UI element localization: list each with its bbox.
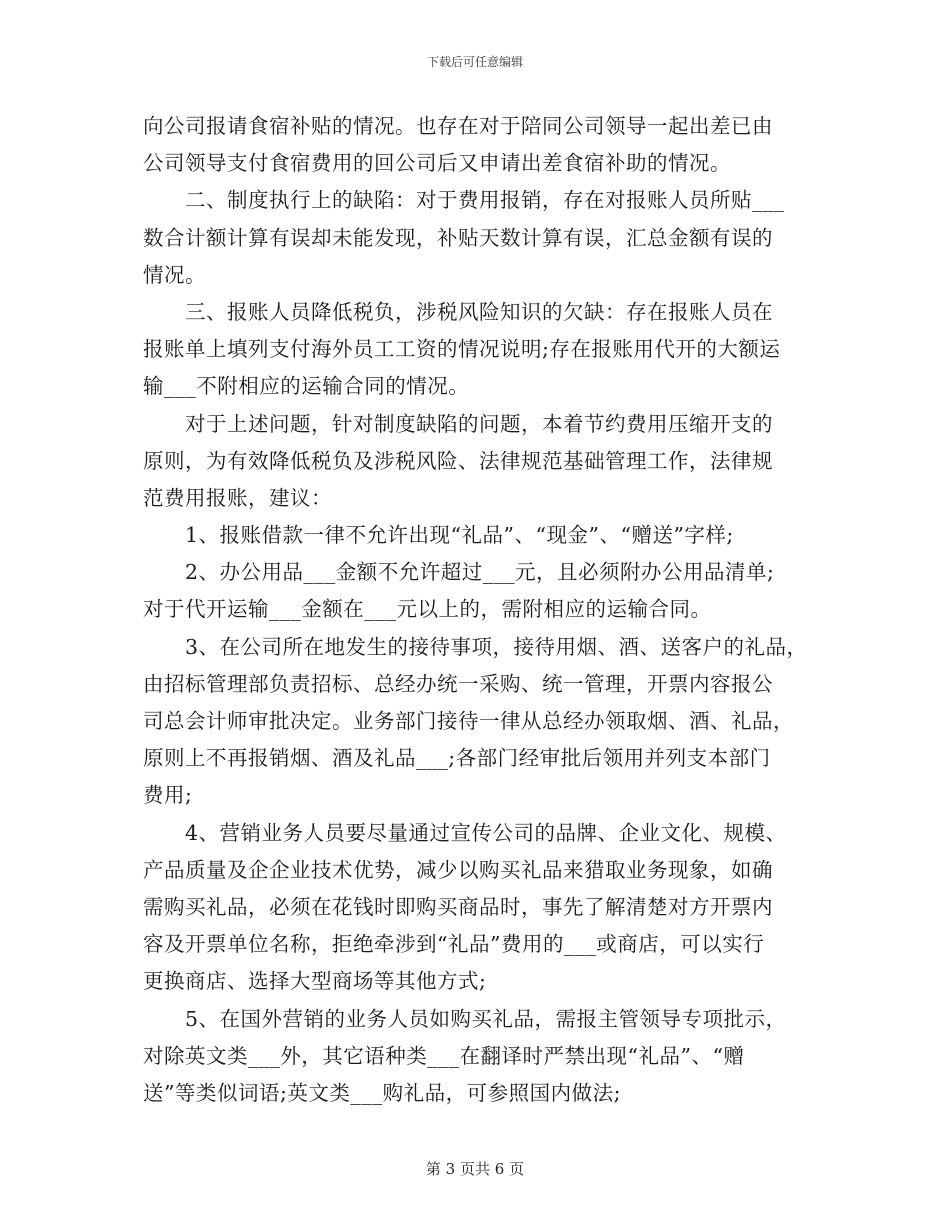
- text-line: 由招标管理部负责招标、总经办统一采购、统一管理，开票内容报公: [143, 671, 773, 696]
- page-header: 下载后可任意编辑: [426, 55, 523, 69]
- text-line: 原则上不再报销烟、酒及礼品___;各部门经审批后领用并列支本部门: [143, 746, 771, 771]
- text-line: 三、报账人员降低税负，涉税风险知识的欠缺：存在报账人员在: [185, 299, 773, 324]
- text-line: 需购买礼品，必须在花钱时即购买商品时，事先了解清楚对方开票内: [143, 894, 773, 919]
- text-line: 向公司报请食宿补贴的情况。也存在对于陪同公司领导一起出差已由: [143, 114, 773, 138]
- text-line: 输___不附相应的运输合同的情况。: [143, 374, 470, 399]
- text-line: 二、制度执行上的缺陷：对于费用报销，存在对报账人员所贴___: [185, 188, 785, 213]
- text-line: 产品质量及企企业技术优势，减少以购买礼品来猎取业务现象，如确: [143, 857, 773, 882]
- page-footer: 第 3 页共 6 页: [425, 1160, 525, 1178]
- text-line: 费用;: [143, 783, 193, 808]
- text-line: 更换商店、选择大型商场等其他方式;: [143, 969, 487, 994]
- text-line: 对于代开运输___金额在___元以上的，需附相应的运输合同。: [143, 597, 712, 622]
- text-line: 原则，为有效降低税负及涉税风险、法律规范基础管理工作，法律规: [143, 448, 773, 473]
- text-line: 情况。: [143, 262, 206, 287]
- text-line: 5、在国外营销的业务人员如购买礼品，需报主管领导专项批示，: [185, 1006, 787, 1031]
- text-line: 1、报账借款一律不允许出现“礼品”、“现金”、“赠送”字样;: [185, 523, 734, 548]
- text-line: 数合计额计算有误却未能发现，补贴天数计算有误，汇总金额有误的: [143, 225, 773, 250]
- text-line: 公司领导支付食宿费用的回公司后又申请出差食宿补助的情况。: [143, 151, 731, 176]
- text-line: 送”等类似词语;英文类___购礼品，可参照国内做法;: [143, 1080, 622, 1105]
- text-line: 范费用报账，建议：: [143, 485, 332, 510]
- text-line: 3、在公司所在地发生的接待事项，接待用烟、酒、送客户的礼品，: [185, 634, 808, 659]
- text-line: 2、办公用品___金额不允许超过___元，且必须附办公用品清单;: [185, 560, 775, 585]
- text-line: 容及开票单位名称，拒绝牵涉到“礼品”费用的___或商店，可以实行: [143, 932, 765, 957]
- text-line: 司总会计师审批决定。业务部门接待一律从总经办领取烟、酒、礼品，: [143, 709, 794, 733]
- text-line: 对除英文类___外，其它语种类___在翻译时严禁出现“礼品”、“赠: [143, 1043, 745, 1068]
- text-line: 报账单上填列支付海外员工工资的情况说明;存在报账用代开的大额运: [143, 337, 781, 362]
- text-line: 4、营销业务人员要尽量通过宣传公司的品牌、企业文化、规模、: [185, 820, 787, 845]
- text-line: 对于上述问题，针对制度缺陷的问题，本着节约费用压缩开支的: [185, 411, 773, 436]
- document-body: [143, 108, 815, 1112]
